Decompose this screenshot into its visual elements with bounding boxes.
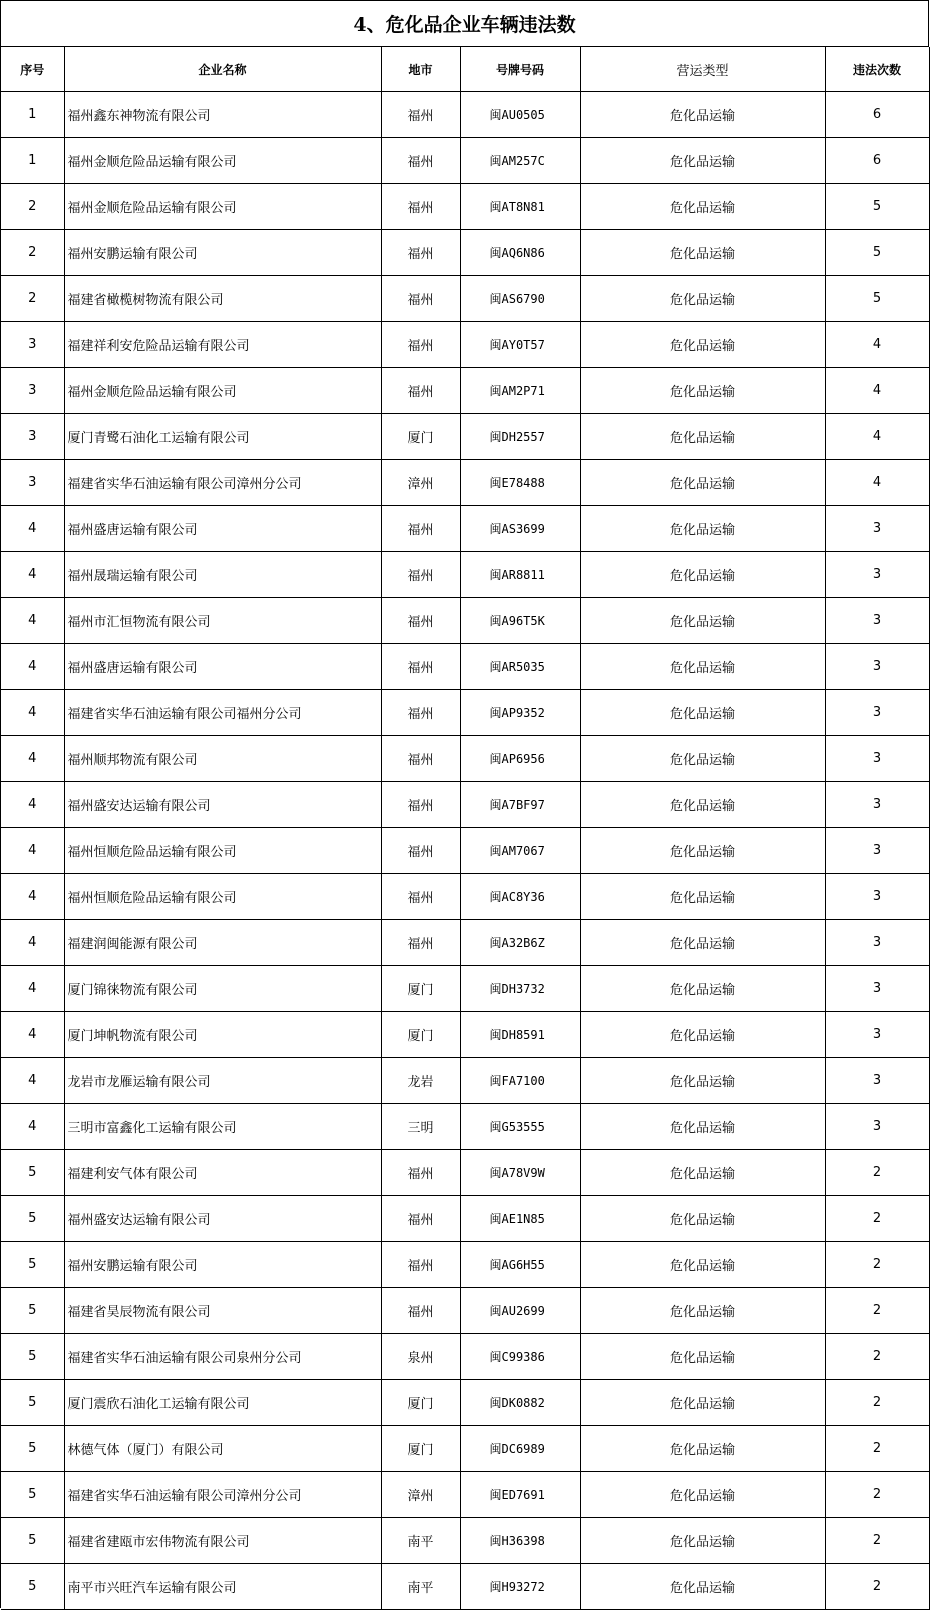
table-row [1,1518,929,1564]
cell-city: 漳州 [381,1472,460,1518]
cell-count: 3 [825,552,929,598]
table-row [1,874,929,920]
cell-company: 福州盛安达运输有限公司 [64,782,381,828]
cell-company: 三明市富鑫化工运输有限公司 [64,1104,381,1150]
table-row [1,966,929,1012]
cell-type: 危化品运输 [580,506,825,552]
cell-count: 3 [825,598,929,644]
cell-company: 福建省实华石油运输有限公司漳州分公司 [64,1472,381,1518]
cell-type: 危化品运输 [580,690,825,736]
cell-type: 危化品运输 [580,460,825,506]
table-row [1,1242,929,1288]
cell-city: 福州 [381,598,460,644]
cell-city: 南平 [381,1518,460,1564]
cell-plate: 闽A7BF97 [460,782,580,828]
cell-index: 2 [1,184,64,230]
cell-count: 3 [825,644,929,690]
table-row [1,1288,929,1334]
cell-count: 3 [825,966,929,1012]
cell-city: 南平 [381,1564,460,1610]
cell-count: 2 [825,1288,929,1334]
table-row [1,1196,929,1242]
header-company: 企业名称 [64,47,381,92]
cell-type: 危化品运输 [580,138,825,184]
cell-type: 危化品运输 [580,1058,825,1104]
table-row [1,1058,929,1104]
cell-index: 4 [1,1012,64,1058]
cell-company: 福建润闽能源有限公司 [64,920,381,966]
cell-type: 危化品运输 [580,92,825,138]
cell-count: 4 [825,322,929,368]
cell-count: 3 [825,1058,929,1104]
cell-index: 4 [1,506,64,552]
cell-count: 6 [825,138,929,184]
cell-city: 福州 [381,920,460,966]
cell-count: 5 [825,276,929,322]
cell-type: 危化品运输 [580,1196,825,1242]
cell-type: 危化品运输 [580,1288,825,1334]
cell-city: 厦门 [381,1380,460,1426]
cell-city: 厦门 [381,966,460,1012]
table-row [1,736,929,782]
table-row [1,552,929,598]
header-type: 营运类型 [580,47,825,92]
cell-type: 危化品运输 [580,966,825,1012]
cell-plate: 闽AR5035 [460,644,580,690]
cell-index: 5 [1,1334,64,1380]
cell-count: 4 [825,460,929,506]
cell-company: 福州鑫东神物流有限公司 [64,92,381,138]
cell-plate: 闽AP6956 [460,736,580,782]
table-row [1,368,929,414]
cell-city: 福州 [381,322,460,368]
cell-city: 福州 [381,1196,460,1242]
cell-type: 危化品运输 [580,1242,825,1288]
cell-plate: 闽DH8591 [460,1012,580,1058]
cell-city: 福州 [381,506,460,552]
cell-company: 福州市汇恒物流有限公司 [64,598,381,644]
cell-company: 福建祥利安危险品运输有限公司 [64,322,381,368]
cell-type: 危化品运输 [580,1150,825,1196]
cell-type: 危化品运输 [580,1380,825,1426]
cell-plate: 闽AM2P71 [460,368,580,414]
table-row [1,460,929,506]
cell-count: 4 [825,414,929,460]
table-title: 4、危化品企业车辆违法数 [1,1,929,47]
cell-plate: 闽A32B6Z [460,920,580,966]
cell-company: 福建省昊辰物流有限公司 [64,1288,381,1334]
cell-index: 2 [1,276,64,322]
cell-city: 福州 [381,1288,460,1334]
cell-plate: 闽AM257C [460,138,580,184]
cell-type: 危化品运输 [580,736,825,782]
cell-count: 2 [825,1196,929,1242]
cell-city: 厦门 [381,1012,460,1058]
table-row [1,828,929,874]
cell-type: 危化品运输 [580,552,825,598]
header-index: 序号 [1,47,64,92]
table-body [1,92,929,1610]
cell-index: 4 [1,690,64,736]
cell-city: 泉州 [381,1334,460,1380]
cell-company: 福建省橄榄树物流有限公司 [64,276,381,322]
cell-plate: 闽G53555 [460,1104,580,1150]
cell-plate: 闽AY0T57 [460,322,580,368]
cell-company: 福州盛安达运输有限公司 [64,1196,381,1242]
cell-company: 福州金顺危险品运输有限公司 [64,368,381,414]
table-row [1,230,929,276]
cell-index: 3 [1,460,64,506]
cell-type: 危化品运输 [580,1426,825,1472]
cell-plate: 闽AS6790 [460,276,580,322]
cell-type: 危化品运输 [580,920,825,966]
cell-type: 危化品运输 [580,644,825,690]
cell-index: 4 [1,920,64,966]
cell-plate: 闽H36398 [460,1518,580,1564]
cell-plate: 闽A78V9W [460,1150,580,1196]
cell-index: 5 [1,1196,64,1242]
cell-company: 林德气体（厦门）有限公司 [64,1426,381,1472]
cell-count: 2 [825,1472,929,1518]
violations-table [1,47,930,1610]
cell-index: 3 [1,414,64,460]
cell-count: 2 [825,1518,929,1564]
header-plate: 号牌号码 [460,47,580,92]
cell-plate: 闽E78488 [460,460,580,506]
table-row [1,1012,929,1058]
header-row [1,47,929,92]
cell-count: 2 [825,1380,929,1426]
table-row [1,184,929,230]
cell-plate: 闽AT8N81 [460,184,580,230]
cell-city: 福州 [381,138,460,184]
cell-index: 4 [1,966,64,1012]
cell-count: 3 [825,920,929,966]
cell-city: 福州 [381,368,460,414]
cell-plate: 闽AP9352 [460,690,580,736]
cell-plate: 闽DC6989 [460,1426,580,1472]
cell-index: 5 [1,1242,64,1288]
cell-plate: 闽AQ6N86 [460,230,580,276]
cell-type: 危化品运输 [580,1334,825,1380]
cell-type: 危化品运输 [580,1564,825,1610]
cell-city: 福州 [381,276,460,322]
cell-count: 2 [825,1564,929,1610]
table-row [1,598,929,644]
cell-index: 5 [1,1472,64,1518]
cell-index: 4 [1,1104,64,1150]
cell-type: 危化品运输 [580,276,825,322]
cell-city: 福州 [381,874,460,920]
cell-city: 福州 [381,736,460,782]
cell-company: 福州恒顺危险品运输有限公司 [64,874,381,920]
cell-company: 福建省建瓯市宏伟物流有限公司 [64,1518,381,1564]
cell-company: 福州盛唐运输有限公司 [64,506,381,552]
cell-count: 5 [825,184,929,230]
header-count: 违法次数 [825,47,929,92]
cell-city: 厦门 [381,414,460,460]
cell-type: 危化品运输 [580,414,825,460]
cell-index: 4 [1,782,64,828]
cell-company: 厦门锦徕物流有限公司 [64,966,381,1012]
cell-company: 福州晟瑞运输有限公司 [64,552,381,598]
cell-city: 漳州 [381,460,460,506]
table-row [1,322,929,368]
cell-city: 厦门 [381,1426,460,1472]
cell-company: 福州盛唐运输有限公司 [64,644,381,690]
cell-company: 福建省实华石油运输有限公司漳州分公司 [64,460,381,506]
cell-type: 危化品运输 [580,874,825,920]
cell-type: 危化品运输 [580,322,825,368]
table-row [1,690,929,736]
cell-company: 龙岩市龙雁运输有限公司 [64,1058,381,1104]
table-row [1,276,929,322]
cell-plate: 闽FA7100 [460,1058,580,1104]
cell-index: 4 [1,1058,64,1104]
cell-plate: 闽AM7067 [460,828,580,874]
cell-plate: 闽AU0505 [460,92,580,138]
cell-type: 危化品运输 [580,598,825,644]
cell-city: 福州 [381,230,460,276]
cell-count: 3 [825,782,929,828]
cell-plate: 闽H93272 [460,1564,580,1610]
cell-type: 危化品运输 [580,1518,825,1564]
cell-index: 4 [1,598,64,644]
cell-index: 5 [1,1564,64,1610]
table-row [1,1472,929,1518]
cell-company: 南平市兴旺汽车运输有限公司 [64,1564,381,1610]
cell-index: 4 [1,874,64,920]
cell-count: 3 [825,874,929,920]
cell-type: 危化品运输 [580,1012,825,1058]
cell-count: 2 [825,1334,929,1380]
table-row [1,1564,929,1610]
cell-index: 5 [1,1380,64,1426]
table-row [1,1380,929,1426]
table-row [1,92,929,138]
cell-company: 厦门震欣石油化工运输有限公司 [64,1380,381,1426]
table-row [1,414,929,460]
cell-city: 福州 [381,782,460,828]
cell-company: 厦门青鹭石油化工运输有限公司 [64,414,381,460]
cell-city: 福州 [381,552,460,598]
table-row [1,138,929,184]
table-row [1,1150,929,1196]
table-row [1,644,929,690]
table-row [1,782,929,828]
cell-count: 6 [825,92,929,138]
cell-index: 5 [1,1518,64,1564]
cell-company: 厦门坤帆物流有限公司 [64,1012,381,1058]
cell-index: 5 [1,1150,64,1196]
cell-index: 3 [1,322,64,368]
cell-company: 福州安鹏运输有限公司 [64,1242,381,1288]
cell-plate: 闽ED7691 [460,1472,580,1518]
cell-count: 4 [825,368,929,414]
cell-plate: 闽AR8811 [460,552,580,598]
cell-type: 危化品运输 [580,782,825,828]
table-row [1,1426,929,1472]
cell-plate: 闽AU2699 [460,1288,580,1334]
cell-company: 福州顺邦物流有限公司 [64,736,381,782]
cell-plate: 闽C99386 [460,1334,580,1380]
cell-type: 危化品运输 [580,828,825,874]
cell-plate: 闽DK0882 [460,1380,580,1426]
cell-city: 福州 [381,1242,460,1288]
cell-city: 福州 [381,184,460,230]
cell-count: 3 [825,506,929,552]
cell-city: 龙岩 [381,1058,460,1104]
cell-type: 危化品运输 [580,1104,825,1150]
cell-count: 3 [825,1012,929,1058]
table-row [1,1334,929,1380]
table-row [1,1104,929,1150]
cell-count: 3 [825,690,929,736]
cell-index: 1 [1,138,64,184]
cell-plate: 闽AC8Y36 [460,874,580,920]
cell-index: 3 [1,368,64,414]
cell-count: 2 [825,1426,929,1472]
cell-plate: 闽AS3699 [460,506,580,552]
cell-plate: 闽DH2557 [460,414,580,460]
cell-index: 1 [1,92,64,138]
cell-type: 危化品运输 [580,230,825,276]
cell-index: 4 [1,644,64,690]
cell-type: 危化品运输 [580,184,825,230]
cell-city: 福州 [381,690,460,736]
cell-city: 福州 [381,1150,460,1196]
cell-city: 福州 [381,828,460,874]
cell-index: 2 [1,230,64,276]
cell-company: 福建省实华石油运输有限公司福州分公司 [64,690,381,736]
cell-plate: 闽A96T5K [460,598,580,644]
cell-plate: 闽DH3732 [460,966,580,1012]
cell-index: 4 [1,828,64,874]
cell-company: 福建省实华石油运输有限公司泉州分公司 [64,1334,381,1380]
cell-count: 3 [825,1104,929,1150]
cell-index: 4 [1,552,64,598]
cell-index: 5 [1,1288,64,1334]
cell-type: 危化品运输 [580,368,825,414]
cell-count: 2 [825,1150,929,1196]
cell-company: 福州恒顺危险品运输有限公司 [64,828,381,874]
cell-company: 福州安鹏运输有限公司 [64,230,381,276]
cell-plate: 闽AG6H55 [460,1242,580,1288]
cell-index: 4 [1,736,64,782]
cell-count: 3 [825,828,929,874]
cell-city: 三明 [381,1104,460,1150]
cell-city: 福州 [381,92,460,138]
table-row [1,506,929,552]
header-city: 地市 [381,47,460,92]
cell-city: 福州 [381,644,460,690]
cell-type: 危化品运输 [580,1472,825,1518]
cell-index: 5 [1,1426,64,1472]
cell-company: 福建利安气体有限公司 [64,1150,381,1196]
cell-plate: 闽AE1N85 [460,1196,580,1242]
cell-count: 2 [825,1242,929,1288]
cell-count: 3 [825,736,929,782]
table-row [1,920,929,966]
cell-company: 福州金顺危险品运输有限公司 [64,138,381,184]
cell-count: 5 [825,230,929,276]
cell-company: 福州金顺危险品运输有限公司 [64,184,381,230]
